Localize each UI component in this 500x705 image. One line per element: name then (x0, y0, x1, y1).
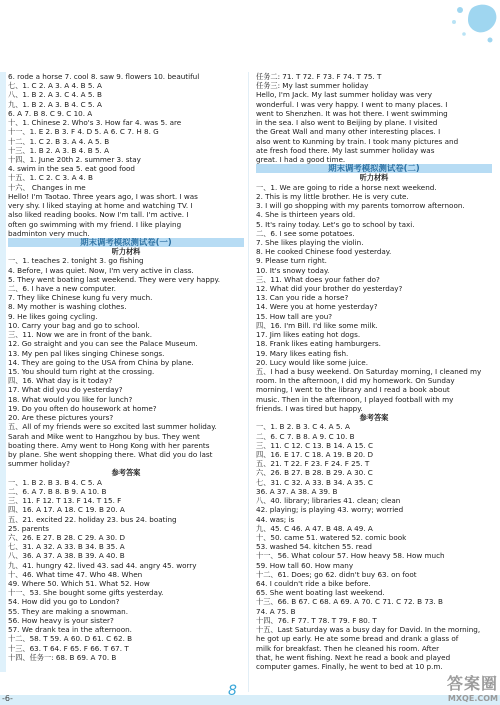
answer-line: 十三、63. T 64. F 65. F 66. T 67. T (8, 643, 129, 653)
answer-line: 4. swim in the sea 5. eat good food (8, 164, 135, 174)
answer-line: 十六、 Changes in me (8, 182, 86, 192)
answer-line: 54. How did you go to London? (8, 597, 120, 607)
answer-line: went to Shenzhen. It was hot there. I went swimming (256, 108, 448, 118)
answer-line: 任务三: My last summer holiday (256, 81, 369, 91)
watermark-url: MXQE.COM (447, 694, 498, 703)
answer-line: 18. Frank likes eating hamburgers. (256, 339, 381, 349)
answer-line: by plane. She went shopping there. What did you do last (8, 449, 213, 459)
answer-line: 4. She is thirteen years old. (256, 210, 356, 220)
section-title: 期末调考模拟测试卷(一) (8, 238, 244, 247)
answer-line: 一、1. We are going to ride a horse next weekend. (256, 182, 437, 192)
section-subtitle: 参考答案 (359, 413, 389, 423)
site-watermark (447, 671, 498, 703)
section-title: 期末调考模拟测试卷(二) (256, 164, 492, 173)
answer-line: 12. Go straight and you can see the Palace Museum. (8, 339, 198, 349)
answer-line: 八、36. A 37. A 38. B 39. A 40. B (8, 551, 125, 561)
answer-line: 三、11. Now we are in front of the bank. (8, 330, 153, 340)
answer-line: 18. What would you like for lunch? (8, 394, 133, 404)
answer-column-right (256, 72, 492, 671)
answer-line: 九、41. hungry 42. lived 43. sad 44. angry 45. worry (8, 560, 197, 570)
answer-line: very shy. I liked staying at home and watching TV. I (8, 201, 193, 211)
answer-line: 六、26. B 27. B 28. B 29. A 30. C (256, 468, 373, 478)
answer-line: 4. Before, I was quiet. Now, I'm very active in class. (8, 265, 194, 275)
answer-line: 14. Were you at home yesterday? (256, 302, 378, 312)
answer-line: 7. She likes playing the violin. (256, 237, 364, 247)
answer-line: 十五、1. C 2. C 3. A 4. B (8, 173, 93, 183)
answer-line: also liked reading books. Now I'm tall. I'm active. I (8, 210, 189, 220)
answer-line: in the sea. I also went to Beijing by plane. I visited (256, 118, 438, 128)
answer-line: 十三、66. B 67. C 68. A 69. A 70. C 71. C 72. B 73. B (256, 597, 443, 607)
answer-line: 5. It's rainy today. Let's go to school by taxi. (256, 219, 415, 229)
answer-line: 六、26. E 27. B 28. C 29. A 30. D (8, 532, 126, 542)
answer-line: 8. He cooked Chinese food yesterday. (256, 247, 392, 257)
answer-line: 三、11. What does your father do? (256, 274, 380, 284)
answer-line: 五、21. excited 22. holiday 23. bus 24. boating (8, 514, 177, 524)
answer-line: 五、I had a busy weekend. On Saturday morning, I cleaned my (256, 367, 482, 376)
answer-line: 十五、Last Saturday was a busy day for David. In the morning, (256, 625, 481, 635)
answer-line: 七、1. C 2. A 3. A 4. B 5. A (8, 81, 102, 91)
answer-line: 十、46. What time 47. Who 48. When (8, 569, 143, 579)
answer-line: 10. Carry your bag and go to school. (8, 320, 140, 330)
answer-line: 八、40. library; libraries 41. clean; clean (256, 496, 401, 506)
answer-line: 65. She went boating last weekend. (256, 588, 385, 598)
answer-line: 9. Please turn right. (256, 256, 327, 266)
answer-line: 七、31. A 32. A 33. B 34. B 35. A (8, 542, 125, 552)
answer-line: Sarah and Mike went to Hangzhou by bus. They went (8, 431, 200, 441)
answer-line: 55. They are making a snowman. (8, 606, 129, 616)
answer-line: 44. was; is (256, 514, 295, 524)
page-number-left: -6- (2, 694, 13, 703)
section-subtitle: 听力材料 (111, 247, 141, 257)
answer-line: 17. What did you do yesterday? (8, 385, 123, 395)
answer-line: 17. Jim likes eating hot dogs. (256, 330, 361, 340)
answer-line: 二、6. A 7. B 8. B 9. A 10. B (8, 486, 107, 496)
answer-line: 十三、1. B 2. A 3. B 4. B 5. A (8, 145, 110, 155)
answer-line: that, he went fishing. Next he read a book and played (256, 652, 451, 662)
answer-line: 5. They went boating last weekend. They were very happy. (8, 274, 221, 284)
answer-line: 6. A 7. B 8. C 9. C 10. A (8, 108, 93, 118)
answer-line: 74. A 75. B (256, 606, 296, 616)
answer-line: 2. This is my little brother. He is very cute. (256, 191, 409, 201)
answer-line: 9. He likes going cycling. (8, 311, 98, 321)
answer-line: 14. They are going to the USA from China by plane. (8, 357, 194, 367)
answer-line: 20. Lucy would like some juice. (256, 357, 368, 367)
answer-line: 13. Can you ride a horse? (256, 293, 349, 303)
answer-line: 15. How tall are you? (256, 311, 333, 321)
answer-line: the Great Wall and many other interesting places. I (256, 127, 441, 137)
answer-line: 五、21. T 22. F 23. F 24. F 25. T (256, 459, 370, 469)
answer-line: boating there. Amy went to Hong Kong with her parents (8, 440, 210, 450)
answer-line: 10. It's snowy today. (256, 265, 330, 275)
answer-line: 任务二: 71. T 72. F 73. F 74. T 75. T (256, 72, 382, 81)
answer-line: Hello, I'm Jack. My last summer holiday was very (256, 90, 432, 100)
answer-line: 九、45. C 46. A 47. B 48. A 49. A (256, 523, 373, 533)
answer-line: 56. How heavy is your sister? (8, 615, 114, 625)
answer-line: 七、31. C 32. A 33. B 34. A 35. C (256, 477, 373, 487)
answer-line: 四、16. I'm Bill. I'd like some milk. (256, 320, 378, 330)
footer-band (0, 695, 500, 705)
answer-line: wonderful. I was very happy. I went to many places. I (256, 99, 448, 109)
answer-line: 一、1. B 2. B 3. B 4. C 5. A (8, 477, 102, 487)
answer-column-left (8, 72, 244, 662)
answer-line: ate fresh food there. My last summer holiday was (256, 145, 435, 155)
answer-line: 二、6. I see some potatoes. (256, 228, 355, 238)
answer-line: 二、6. C 7. B 8. A 9. C 10. B (256, 431, 355, 441)
answer-line: 19. Mary likes eating fish. (256, 348, 349, 358)
answer-line: 十一、53. She bought some gifts yesterday. (8, 588, 164, 598)
answer-line: 八、1. B 2. A 3. C 4. A 5. B (8, 90, 102, 100)
answer-line: also went to Kunming by train. I took many pictures and (256, 136, 459, 146)
answer-line: great. I had a good time. (256, 154, 346, 164)
answer-line: 五、All of my friends were so excited last summer holiday. (8, 422, 217, 432)
answer-line: often go swimming with my friend. I like playing (8, 219, 182, 229)
answer-line: music. Then in the afternoon, I played football with my (256, 394, 454, 404)
answer-line: 三、11. F 12. T 13. F 14. T 15. F (8, 496, 122, 506)
answer-line: 20. Are these pictures yours? (8, 413, 114, 423)
answer-line: 12. What did your brother do yesterday? (256, 284, 403, 294)
answer-line: 十二、61. Does; go 62. didn't buy 63. on foot (256, 569, 417, 579)
answer-line: Hello! I'm Taotao. Three years ago, I was short. I was (8, 191, 198, 201)
answer-line: 36. A 37. A 38. A 39. B (256, 486, 338, 496)
watermark-title: 答案圈 (446, 674, 498, 693)
answer-line: 25. parents (8, 523, 50, 533)
answer-line: morning, I went to the library and I read a book about (256, 385, 450, 395)
answer-line: 十一、56. What colour 57. How heavy 58. How much (256, 551, 445, 561)
answer-line: 十二、1. C 2. B 3. A 4. A 5. B (8, 136, 110, 146)
answer-line: 十、50. came 51. watered 52. comic book (256, 532, 407, 542)
column-divider (248, 72, 249, 692)
answer-line: 49. Where 50. Which 51. What 52. How (8, 579, 150, 589)
answer-line: 57. We drank tea in the afternoon. (8, 625, 132, 635)
answer-line: 四、16. A 17. A 18. C 19. B 20. A (8, 505, 125, 515)
answer-line: 8. My mother is washing clothes. (8, 302, 127, 312)
answer-line: he got up early. He ate some bread and drank a glass of (256, 634, 459, 644)
answer-line: 九、1. B 2. A 3. B 4. C 5. A (8, 99, 102, 109)
section-subtitle: 听力材料 (359, 173, 389, 183)
answer-line: 13. My pen pal likes singing Chinese songs. (8, 348, 165, 358)
section-subtitle: 参考答案 (111, 468, 141, 478)
answer-line: 十一、1. E 2. B 3. F 4. D 5. A 6. C 7. H 8. G (8, 127, 159, 137)
answer-line: 19. Do you often do housework at home? (8, 403, 157, 413)
answer-line: 3. I will go shopping with my parents tomorrow afternoon. (256, 201, 465, 211)
page-number-center: 8 (228, 683, 237, 699)
answer-line: 53. washed 54. kitchen 55. read (256, 542, 372, 552)
answer-line: room. In the afternoon, I did my homework. On Sunday (256, 376, 455, 386)
answer-line: 一、1. teaches 2. tonight 3. go fishing (8, 256, 144, 266)
answer-line: 三、11. C 12. C 13. B 14. A 15. C (256, 440, 373, 450)
answer-line: 一、1. B 2. B 3. C 4. A 5. A (256, 422, 350, 432)
answer-line: 42. playing; is playing 43. worry; worried (256, 505, 404, 515)
answer-line: computer games. Finally, he went to bed at 10 p.m. (256, 662, 443, 671)
answer-line: 十四、76. F 77. T 78. T 79. F 80. T (256, 615, 377, 625)
answer-line: 59. How tall 60. How many (256, 560, 354, 570)
answer-line: 15. You should turn right at the crossing. (8, 367, 155, 376)
answer-line: summer holiday? (8, 459, 70, 469)
answer-line: 64. I couldn't ride a bike before. (256, 579, 371, 589)
answer-line: 十四、1. June 20th 2. summer 3. stay (8, 154, 141, 164)
answer-line: 四、16. E 17. C 18. A 19. B 20. D (256, 449, 374, 459)
answer-line: 十、1. Chinese 2. Who's 3. How far 4. was 5. are (8, 118, 182, 128)
left-margin-strip (0, 72, 6, 672)
ink-splash-decoration (440, 0, 500, 46)
answer-line: milk for breakfast. Then he cleaned his room. After (256, 643, 440, 653)
answer-line: 6. rode a horse 7. cool 8. saw 9. flowers 10. beautiful (8, 72, 200, 81)
answer-line: 十四、任务一: 68. B 69. A 70. B (8, 652, 117, 662)
answer-line: badminton very much. (8, 228, 90, 238)
answer-line: 7. They like Chinese kung fu very much. (8, 293, 153, 303)
answer-line: friends. I was tired but happy. (256, 403, 363, 413)
answer-line: 四、16. What day is it today? (8, 376, 113, 386)
answer-line: 二、6. I have a new computer. (8, 284, 116, 294)
answer-line: 十二、58. T 59. A 60. D 61. C 62. B (8, 634, 133, 644)
